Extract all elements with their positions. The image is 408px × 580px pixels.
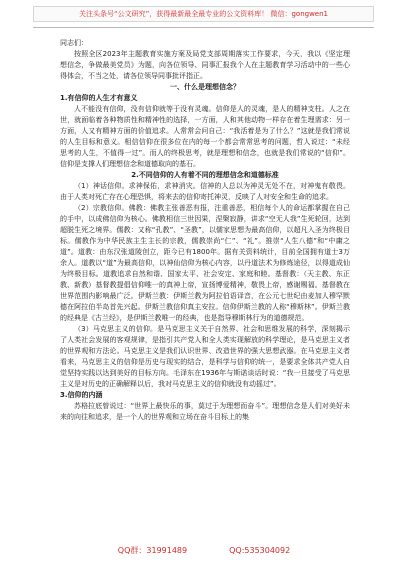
qq-label: QQ:535304092 [229, 546, 291, 555]
salutation: 同志们： [60, 39, 88, 47]
qq-group-label: QQ群：31991489 [117, 546, 188, 555]
section-title: 一、什么是理想信念？ [170, 83, 240, 91]
promo-banner[interactable]: 关注头条号“公文研究”，获得最新最全最专业的公文资料库！ 微信：gongwen1 [33, 6, 374, 22]
body-paragraph: （3）马克思主义的信仰。是马克思主义关于自然界、社会和思维发展的科学，深刻揭示了人类社会发展的客观规律，是指引共产党人和全人类实现解放的科学理论，是马克思主义者的世界观和方法论。马克思主义是我们认识世界、改造世界的强大思想武器。在马克思主义者看来，马克思主义的信仰是历史与现实的结合，是科学与信仰的统一，是要求全体共产党人自觉坚持实践以达到美好的目标方向。毛泽东在1936年与斯诺谈话时说：“我一旦接受了马克思主义是对历史的正确解释以后，我对马克思主义的信仰就没有动摇过”。 [60, 325, 350, 388]
body-paragraph: 苏格拉底曾说过：“世界上最快乐的事，莫过于为理想而奋斗”。理想信念是人们对美好未来的向往和追求，是一个人的世界观和立场在奋斗目标上的集 [60, 402, 350, 421]
document-body [60, 38, 350, 538]
header-divider [33, 27, 374, 28]
intro-paragraph: 按照全区2023年主题教育实施方案及局党支部周期落实工作要求，今天，我以《坚定理想信念，争做最美党员》为题，向各位领导、同事汇报我个人在主题教育学习活动中的一些心得体会，不当之处，请各位领导同事批评指正。 [60, 50, 350, 80]
body-paragraph: （2）宗教信仰。佛教：佛教主张善恶有报，注重善恶，相信每个人的命运都掌握在自己的手中，以成佛信仰为核心。佛教相信三世因果，涅槃寂静，讲求“空无人我”生死轮回，达到超脱生死之境界。儒教：又称“孔教”、“圣教”，以儒家思想为最高信仰，以超凡入圣为终极目标。儒教作为中华民族主生主长的宗教，儒教崇尚“仁”、“礼”。推崇“人生八德”和“中庸之道”。道教：由东汉张道陵创立，距今已有1800年。据有关资料统计，目前全国拥有道士3万余人。道教以“道”为最高信仰，以神仙信仰为核心内容，以丹道法术为修炼途径，以得道成仙为终极目标。道教追求自然和谐、国家太平、社会安定、家庭和睦。基督教：（天主教、东正教、新教）基督教提倡信仰唯一的真神上帝，宣扬博爱精神，敬畏上帝，感谢赐福。基督教在世界范围内影响最广泛。伊斯兰教：伊斯兰教为阿拉伯语译音，在公元七世纪由麦加人穆罕默德在阿拉伯半岛首先兴起。伊斯兰教信仰真主安拉。信仰伊斯兰教的人称“穆斯林”。伊斯兰教的经典是《古兰经》，是伊斯兰教唯一的经典，也是指导穆斯林行为的道德规范。 [60, 204, 350, 322]
body-paragraph: 人不能没有信仰，没有信仰就等于没有灵魂。信仰是人的灵魂，是人的精神支柱。人之在世，就面临着各种物质性和精神性的选择，一方面，人和其他动物一样存在着生理需求：另一方面，人又有精神方面的价值追求。人常常会问自己：“我活着是为了什么？”这就是我们常说的人生目标和意义。相信信仰在很多位在内的每一个都会常常思考的问题，哲人说过：“未经思考的人生，不值得一过”。而人的终极思考，就是理想和信念，也就是我们常说的“信仰”。信仰是支撑人们理想信念和道德取向的基石。 [60, 105, 350, 168]
subsection-heading: 2.不同信仰的人有着不同的理想信念和道德标准 [131, 171, 279, 179]
contact-footer [0, 543, 408, 559]
body-paragraph: （1）神话信仰。求神保佑，求神消灾。信神的人总以为神灵无处不在，对神鬼有敬畏。由于人类对死亡存在心理恐惧，将来去的信仰寄托神灵，反映了人对安全和生命的追求。 [60, 182, 350, 201]
subsection-heading: 1.有信仰的人生才有意义 [60, 94, 138, 102]
subsection-heading: 3.信仰的内涵 [60, 391, 103, 399]
